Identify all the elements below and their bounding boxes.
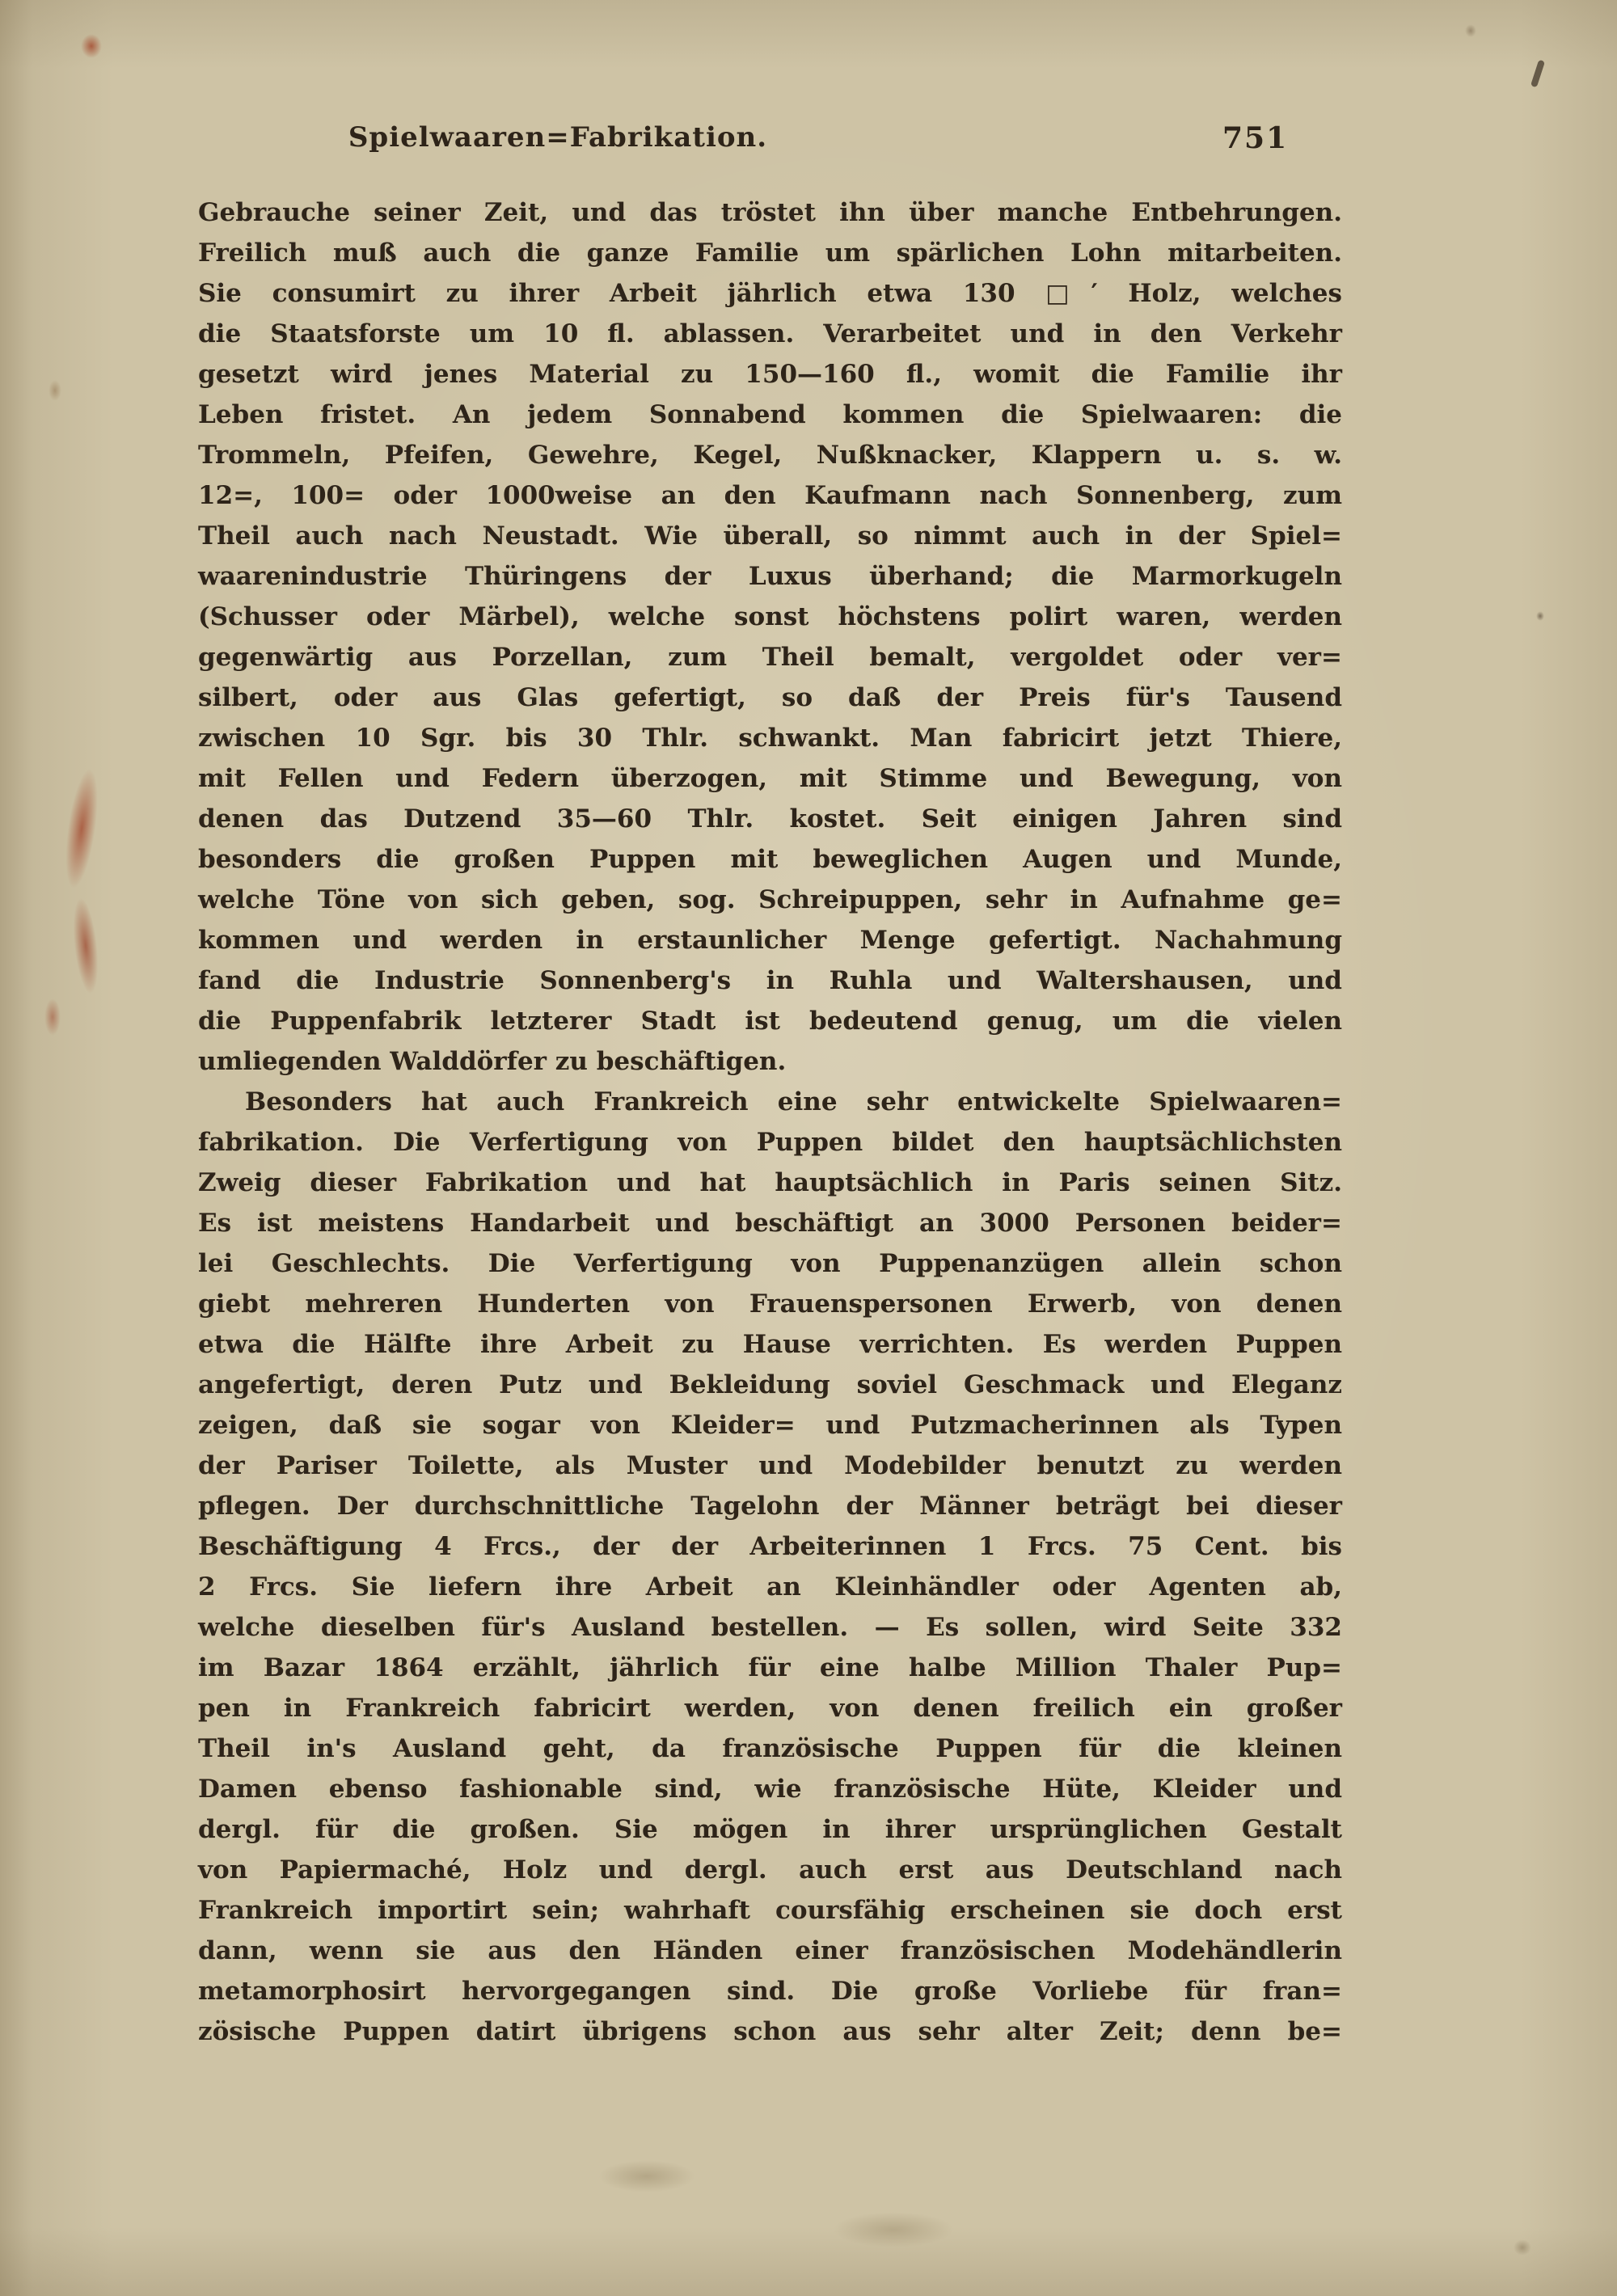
paper-smudge xyxy=(598,2160,695,2193)
text-line: Theil in's Ausland geht, da französische Puppen für die kleinen xyxy=(198,1734,1342,1763)
text-line: pflegen. Der durchschnittliche Tagelohn der Männer beträgt bei dieser xyxy=(198,1492,1342,1521)
text-line: silbert, oder aus Glas gefertigt, so daß der Preis für's Tausend xyxy=(198,683,1342,712)
text-line: umliegenden Walddörfer zu beschäftigen. xyxy=(198,1047,787,1076)
text-line: im Bazar 1864 erzählt, jährlich für eine halbe Million Thaler Pup= xyxy=(198,1653,1342,1682)
text-line: Trommeln, Pfeifen, Gewehre, Kegel, Nußknacker, Klappern u. s. w. xyxy=(198,441,1342,470)
foxing-stain xyxy=(70,897,102,995)
text-line: der Pariser Toilette, als Muster und Modebilder benutzt zu werden xyxy=(198,1451,1342,1480)
text-line: gegenwärtig aus Porzellan, zum Theil bemalt, vergoldet oder ver= xyxy=(198,643,1342,672)
text-line: Theil auch nach Neustadt. Wie überall, so nimmt auch in der Spiel= xyxy=(198,521,1342,551)
text-line: die Staatsforste um 10 fl. ablassen. Verarbeitet und in den Verkehr xyxy=(198,319,1342,348)
foxing-stain xyxy=(49,380,61,401)
paper-speck xyxy=(1536,611,1544,621)
text-line: 2 Frcs. Sie liefern ihre Arbeit an Kleinhändler oder Agenten ab, xyxy=(198,1572,1342,1602)
text-line: dergl. für die großen. Sie mögen in ihrer ursprünglichen Gestalt xyxy=(198,1815,1342,1844)
text-line: Frankreich importirt sein; wahrhaft coursfähig erscheinen sie doch erst xyxy=(198,1896,1342,1925)
text-line: welche dieselben für's Ausland bestellen. — Es sollen, wird Seite 332 xyxy=(198,1613,1342,1642)
paper-speck xyxy=(1465,24,1476,37)
text-line: 12=, 100= oder 1000weise an den Kaufmann nach Sonnenberg, zum xyxy=(198,481,1342,510)
page-number: 751 xyxy=(1222,121,1289,155)
paper-smudge xyxy=(833,2212,954,2247)
body-text xyxy=(198,192,1342,2052)
text-line: Es ist meistens Handarbeit und beschäftigt an 3000 Personen beider= xyxy=(198,1209,1342,1238)
text-line: Freilich muß auch die ganze Familie um spärlichen Lohn mitarbeiten. xyxy=(198,238,1342,268)
text-line: zösische Puppen datirt übrigens schon aus sehr alter Zeit; denn be= xyxy=(198,2017,1342,2046)
text-line: lei Geschlechts. Die Verfertigung von Puppenanzügen allein schon xyxy=(198,1249,1342,1278)
text-line: gesetzt wird jenes Material zu 150—160 fl., womit die Familie ihr xyxy=(198,360,1342,389)
text-line: dann, wenn sie aus den Händen einer französischen Modehändlerin xyxy=(198,1936,1342,1965)
text-line: Leben fristet. An jedem Sonnabend kommen die Spielwaaren: die xyxy=(198,400,1342,429)
text-line: metamorphosirt hervorgegangen sind. Die große Vorliebe für fran= xyxy=(198,1977,1342,2006)
text-line: denen das Dutzend 35—60 Thlr. kostet. Seit einigen Jahren sind xyxy=(198,804,1342,834)
text-line: Besonders hat auch Frankreich eine sehr entwickelte Spielwaaren= xyxy=(245,1087,1342,1116)
text-line: kommen und werden in erstaunlicher Menge gefertigt. Nachahmung xyxy=(198,926,1342,955)
text-line: fabrikation. Die Verfertigung von Puppen bildet den hauptsächlichsten xyxy=(198,1128,1342,1157)
text-line: etwa die Hälfte ihre Arbeit zu Hause verrichten. Es werden Puppen xyxy=(198,1330,1342,1359)
text-line: zwischen 10 Sgr. bis 30 Thlr. schwankt. Man fabricirt jetzt Thiere, xyxy=(198,724,1342,753)
ink-mark xyxy=(1530,60,1545,88)
foxing-stain xyxy=(44,998,61,1036)
text-line: giebt mehreren Hunderten von Frauenspersonen Erwerb, von denen xyxy=(198,1289,1342,1319)
text-line: Zweig dieser Fabrikation und hat hauptsächlich in Paris seinen Sitz. xyxy=(198,1168,1342,1197)
text-line: angefertigt, deren Putz und Bekleidung soviel Geschmack und Eleganz xyxy=(198,1370,1342,1399)
text-line: waarenindustrie Thüringens der Luxus überhand; die Marmorkugeln xyxy=(198,562,1342,591)
text-line: Beschäftigung 4 Frcs., der der Arbeiterinnen 1 Frcs. 75 Cent. bis xyxy=(198,1532,1342,1561)
text-line: pen in Frankreich fabricirt werden, von denen freilich ein großer xyxy=(198,1694,1342,1723)
text-line: die Puppenfabrik letzterer Stadt ist bedeutend genug, um die vielen xyxy=(198,1007,1342,1036)
running-title: Spielwaaren=Fabrikation. xyxy=(348,121,768,154)
text-line: zeigen, daß sie sogar von Kleider= und Putzmacherinnen als Typen xyxy=(198,1411,1342,1440)
text-line: besonders die großen Puppen mit beweglichen Augen und Munde, xyxy=(198,845,1342,874)
page-header xyxy=(0,121,1617,170)
text-line: fand die Industrie Sonnenberg's in Ruhla und Waltershausen, und xyxy=(198,966,1342,995)
text-line: (Schusser oder Märbel), welche sonst höchstens polirt waren, werden xyxy=(198,602,1342,631)
text-line: Damen ebenso fashionable sind, wie französische Hüte, Kleider und xyxy=(198,1775,1342,1804)
text-line: welche Töne von sich geben, sog. Schreipuppen, sehr in Aufnahme ge= xyxy=(198,885,1342,914)
text-line: Sie consumirt zu ihrer Arbeit jährlich etwa 130 □′ Holz, welches xyxy=(198,279,1342,308)
text-line: von Papiermaché, Holz und dergl. auch erst aus Deutschland nach xyxy=(198,1855,1342,1884)
foxing-stain xyxy=(81,34,102,58)
text-line: mit Fellen und Federn überzogen, mit Stimme und Bewegung, von xyxy=(198,764,1342,793)
text-line: Gebrauche seiner Zeit, und das tröstet ihn über manche Entbehrungen. xyxy=(198,198,1342,227)
paper-smudge xyxy=(1514,2239,1531,2256)
foxing-stain xyxy=(60,766,104,890)
